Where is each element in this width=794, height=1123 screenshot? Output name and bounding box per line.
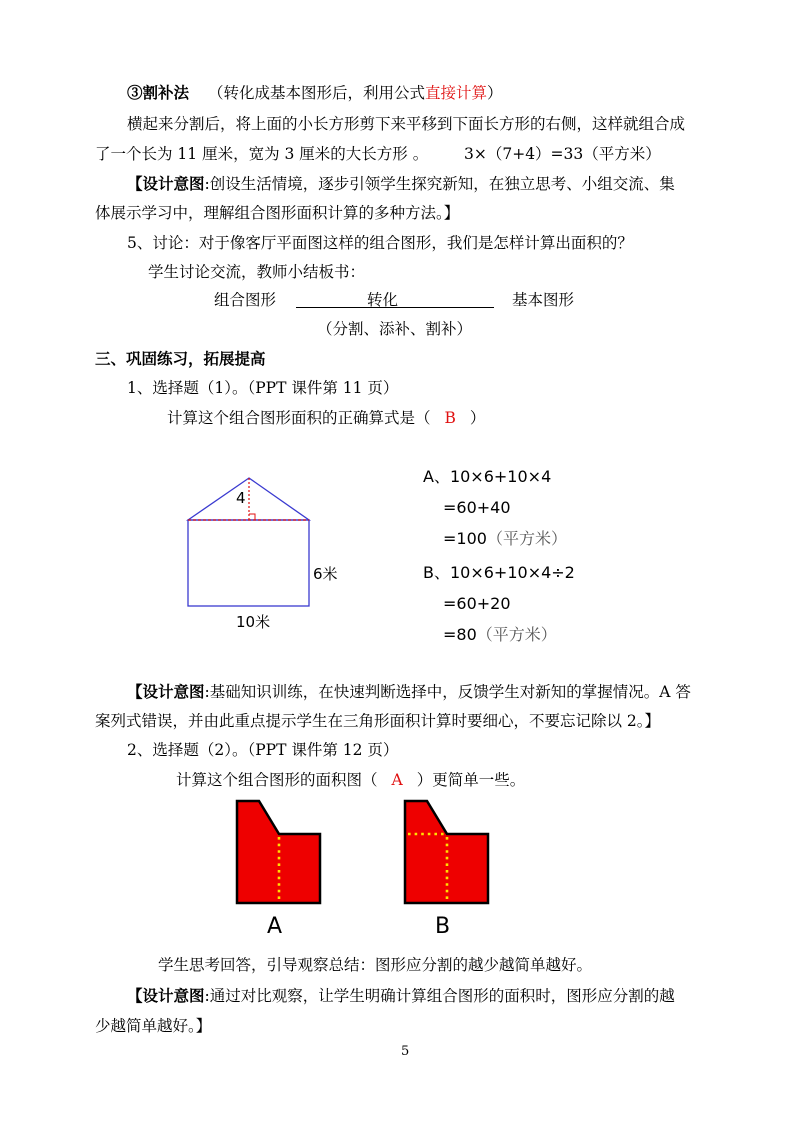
design-intent-2-line1 bbox=[127, 682, 691, 702]
board-methods: （分割、添补、割补） bbox=[317, 320, 473, 338]
option-b-line2: =60+20 bbox=[443, 594, 511, 613]
design-intent-1-line1 bbox=[127, 174, 675, 194]
q1-question-line bbox=[167, 408, 485, 428]
option-b-unit: （平方米） bbox=[476, 625, 557, 644]
board-middle: 转化 bbox=[367, 291, 399, 309]
design-intent-label: 【设计意图 bbox=[127, 174, 205, 193]
design-intent-1-line2: 体展示学习中，理解组合图形面积计算的多种方法。】 bbox=[95, 204, 460, 222]
option-b-line1: B、10×6+10×4÷2 bbox=[423, 563, 575, 582]
method3-formula: 3×（7+4）=33（平方米） bbox=[464, 145, 661, 163]
height-label: 4 bbox=[236, 489, 246, 507]
option-a-line3 bbox=[423, 523, 567, 554]
option-a-line1: A、10×6+10×4 bbox=[423, 467, 552, 486]
page-number: 5 bbox=[401, 1044, 410, 1059]
method3-title: ③割补法 bbox=[127, 83, 190, 102]
pentagon-figure bbox=[180, 472, 350, 634]
design-intent-label: 【设计意图 bbox=[127, 682, 205, 701]
design-intent-text: :通过对比观察，让学生明确计算组合图形的面积时，图形应分割的越 bbox=[204, 987, 675, 1005]
design-intent-3-line1 bbox=[127, 986, 675, 1006]
option-a-unit: （平方米） bbox=[486, 529, 567, 548]
discussion-item: 5、讨论：对于像客厅平面图这样的组合图形，我们是怎样计算出面积的？ bbox=[127, 234, 633, 252]
q2-title: 2、选择题（2）。（PPT 课件第 12 页） bbox=[127, 741, 399, 759]
q1-answer: B bbox=[444, 409, 456, 427]
q1-title: 1、选择题（1）。（PPT 课件第 11 页） bbox=[127, 379, 399, 397]
method3-note bbox=[208, 84, 503, 102]
q2-close: ）更简单一些。 bbox=[416, 771, 526, 789]
conclusion: 学生思考回答，引导观察总结：图形应分割的越少越简单越好。 bbox=[158, 956, 593, 974]
design-intent-2-line2: 案列式错误，并由此重点提示学生在三角形面积计算时要细心，不要忘记除以 2。】 bbox=[95, 712, 661, 730]
q1-question: 计算这个组合图形面积的正确算式是（ bbox=[167, 409, 431, 427]
option-b-result: =80 bbox=[443, 625, 477, 644]
q2-answer: A bbox=[391, 771, 403, 789]
method3-line1: 横起来分割后，将上面的小长方形剪下来平移到下面长方形的右侧，这样就组合成 bbox=[127, 115, 686, 133]
option-a-line2: =60+40 bbox=[443, 498, 511, 517]
shape-b-label: B bbox=[435, 914, 451, 937]
shape-a-label: A bbox=[267, 914, 283, 937]
option-b bbox=[423, 557, 575, 650]
bottom-label: 10米 bbox=[236, 613, 271, 631]
method3-note-highlight: 直接计算 bbox=[424, 84, 487, 102]
q2-question-line bbox=[176, 770, 525, 790]
section3-title: 三、巩固练习，拓展提高 bbox=[95, 349, 266, 368]
rectangle-outline bbox=[188, 520, 309, 606]
q1-close: ） bbox=[469, 409, 486, 427]
option-b-line3 bbox=[423, 619, 575, 650]
design-intent-text: :创设生活情境，逐步引领学生探究新知，在独立思考、小组交流、集 bbox=[204, 175, 675, 193]
design-intent-text: :基础知识训练，在快速判断选择中，反馈学生对新知的掌握情况。A 答 bbox=[204, 683, 691, 701]
option-a-result: =100 bbox=[443, 529, 487, 548]
discussion-summary: 学生讨论交流，教师小结板书： bbox=[148, 263, 366, 281]
method3-line2: 了一个长为 11 厘米，宽为 3 厘米的大长方形 。 bbox=[95, 145, 429, 163]
shape-a bbox=[230, 795, 330, 937]
design-intent-3-line2: 少越简单越好。】 bbox=[95, 1017, 212, 1035]
right-angle-mark bbox=[249, 514, 255, 520]
option-a bbox=[423, 461, 567, 554]
q2-question: 计算这个组合图形的面积图（ bbox=[176, 771, 378, 789]
board-left: 组合图形 bbox=[214, 291, 277, 309]
method3-note-before: （转化成基本图形后，利用公式 bbox=[207, 84, 425, 102]
side-label: 6米 bbox=[313, 565, 338, 583]
method3-heading bbox=[127, 83, 503, 103]
board-right: 基本图形 bbox=[512, 291, 575, 309]
shape-b bbox=[398, 795, 498, 937]
method3-note-after: ） bbox=[486, 84, 503, 102]
design-intent-label: 【设计意图 bbox=[127, 986, 205, 1005]
